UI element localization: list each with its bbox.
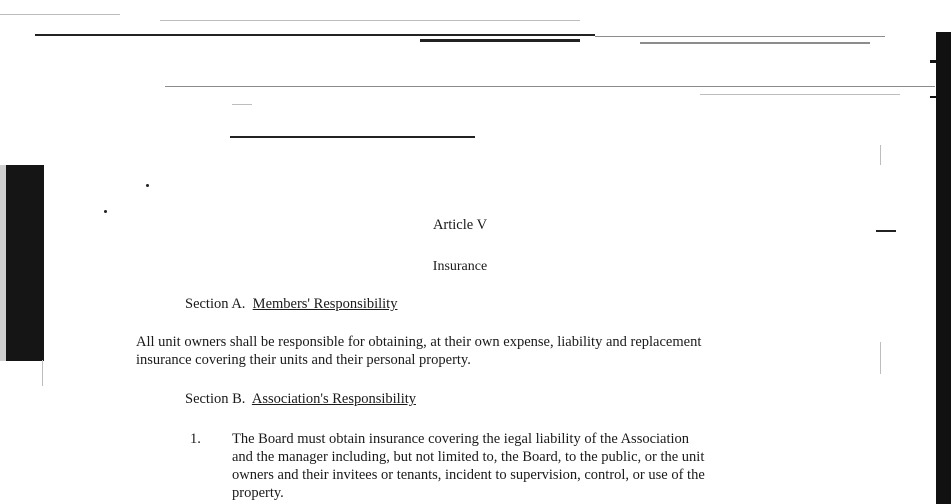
list-item-line: property.: [232, 485, 284, 501]
section-a-body-line: insurance covering their units and their personal property.: [136, 352, 471, 368]
scan-artifact-line: [700, 94, 900, 95]
scan-speck: [146, 184, 149, 187]
scan-artifact-line: [160, 20, 580, 21]
scan-artifact-line: [165, 86, 935, 87]
scan-artifact-line: [880, 342, 881, 374]
scan-artifact-line: [876, 230, 896, 232]
scan-artifact-line: [595, 36, 885, 37]
scan-artifact-line: [640, 42, 870, 44]
scan-artifact-line: [0, 165, 6, 361]
section-a-title: Members' Responsibility: [252, 296, 398, 312]
scan-artifact-line: [420, 39, 580, 42]
scan-edge-border: [936, 32, 951, 504]
article-title: Article V: [432, 217, 488, 233]
section-a-body-line: All unit owners shall be responsible for obtaining, at their own expense, liability and replacement: [136, 334, 702, 350]
list-item-line: The Board must obtain insurance covering the iegal liability of the Association: [232, 431, 690, 447]
section-b-heading: [185, 390, 416, 409]
scan-artifact-line: [880, 145, 881, 165]
scan-edge-border: [930, 96, 936, 98]
section-b-title: Association's Responsibility: [251, 391, 417, 407]
scan-speck: [104, 210, 107, 213]
scan-artifact-line: [230, 136, 475, 138]
scan-artifact-line: [232, 104, 252, 105]
section-b-label: Section B.: [185, 391, 246, 407]
list-item-line: owners and their invitees or tenants, incident to supervision, control, or use of the: [232, 467, 705, 483]
scan-artifact-line: [0, 14, 120, 15]
scan-edge-blot: [6, 165, 44, 361]
list-item-line: and the manager including, but not limited to, the Board, to the public, or the unit: [232, 449, 705, 465]
section-a-heading: [185, 295, 397, 314]
scan-artifact-line: [35, 34, 595, 36]
article-subtitle: Insurance: [432, 259, 488, 274]
scan-edge-border: [930, 60, 936, 63]
section-a-label: Section A.: [185, 296, 246, 312]
list-item-number: 1.: [190, 431, 201, 447]
scan-artifact-line: [42, 360, 43, 386]
